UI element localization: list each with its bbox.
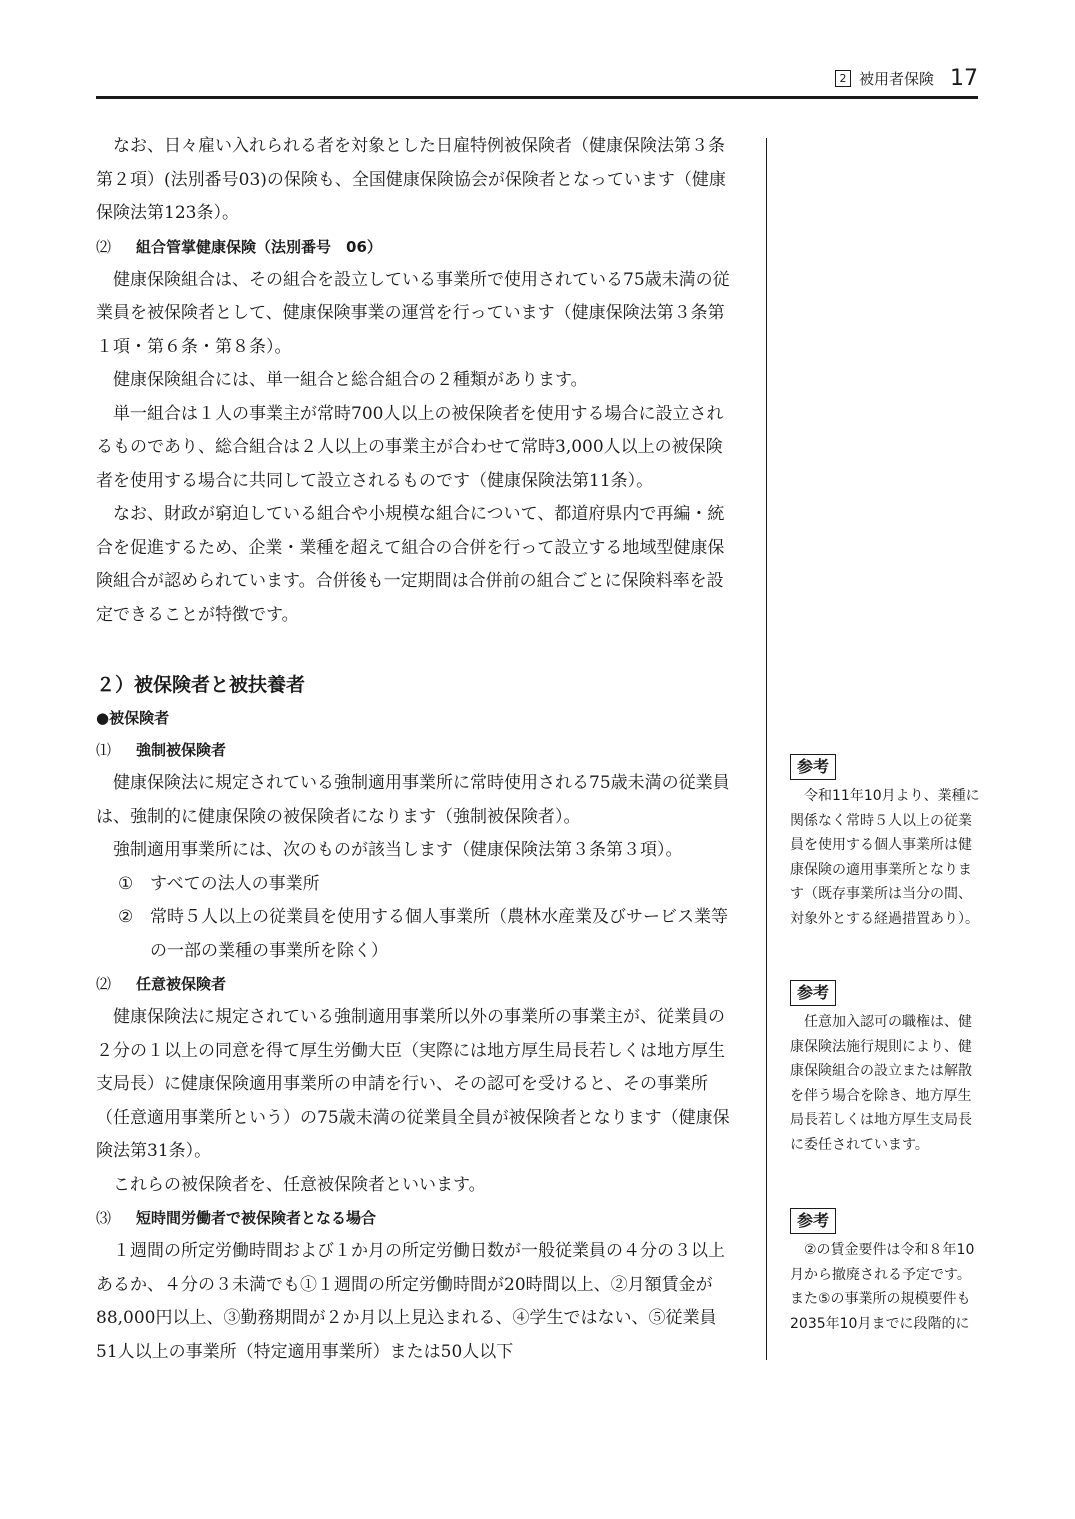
subheading-title: 強制被保険者 (136, 741, 227, 759)
note-tag: 参考 (790, 1208, 836, 1234)
paragraph: なお、日々雇い入れられる者を対象とした日雇特例被保険者（健康保険法第３条第２項）(法別番号03)の保険も、全国健康保険協会が保険者となっています（健康保険法第123条）。 (96, 136, 726, 223)
bullet-heading: ●被保険者 (96, 709, 170, 727)
note-text: 令和11年10月より、業種に関係なく常時５人以上の従業員を使用する個人事業所は健康保険の適用事業所となります（既存事業所は当分の間、対象外とする経過措置あり）。 (790, 788, 980, 927)
subheading-title: 任意被保険者 (136, 975, 227, 993)
section-title: 被用者保険 (858, 69, 934, 88)
subheading-kumiai (96, 231, 736, 264)
page-header (96, 60, 978, 99)
sidebar-note (790, 1208, 980, 1336)
subheading-number: ⑶ (96, 1209, 112, 1227)
paragraph: 強制適用事業所には、次のものが該当します（健康保険法第３条第３項）。 (113, 840, 683, 860)
list-item (96, 868, 736, 902)
paragraph: 健康保険法に規定されている強制適用事業所に常時使用される75歳未満の従業員は、強制的に健康保険の被保険者になります（強制被保険者）。 (96, 773, 730, 827)
page-number: 17 (950, 65, 978, 91)
paragraph: １週間の所定労働時間および１か月の所定労働日数が一般従業員の４分の３以上あるか、４分の３未満でも①１週間の所定労働時間が20時間以上、②月額賃金が88,000円以上、③勤務期間が２か月以上見込まれる、④学生ではない、⑤従業員51人以上の事業所（特定適用事業所）または50人以下 (96, 1241, 725, 1362)
list-text: すべての法人の事業所 (150, 873, 320, 894)
section-heading: ２）被保険者と被扶養者 (96, 674, 306, 696)
column-divider (766, 138, 767, 1360)
paragraph: なお、財政が窮迫している組合や小規模な組合について、都道府県内で再編・統合を促進するため、企業・業種を超えて組合の合併を行って設立する地域型健康保険組合が認められています。合併後も一定期間は合併前の組合ごとに保険料率を設定できることが特徴です。 (96, 504, 725, 625)
list-item (96, 901, 736, 968)
subheading-tanjikan (96, 1202, 736, 1235)
subheading-number: ⑵ (96, 975, 112, 993)
note-tag: 参考 (790, 980, 836, 1006)
note-text: 任意加入認可の職権は、健康保険法施行規則により、健康保険組合の設立または解散を伴う場合を除き、地方厚生局長若しくは地方厚生支局長に委任されています。 (790, 1014, 972, 1153)
note-tag: 参考 (790, 754, 836, 780)
paragraph: 健康保険組合は、その組合を設立している事業所で使用されている75歳未満の従業員を被保険者として、健康保険事業の運営を行っています（健康保険法第３条第１項・第６条・第８条）。 (96, 269, 730, 357)
paragraph: 単一組合は１人の事業主が常時700人以上の被保険者を使用する場合に設立されるものであり、総合組合は２人以上の事業主が合わせて常時3,000人以上の被保険者を使用する場合に共同して設立されるものです（健康保険法第11条）。 (96, 403, 724, 491)
list-text: 常時５人以上の従業員を使用する個人事業所（農林水産業及びサービス業等の一部の業種の事業所を除く） (150, 907, 728, 961)
list-marker: ① (118, 873, 134, 894)
paragraph: 健康保険法に規定されている強制適用事業所以外の事業所の事業主が、従業員の２分の１以上の同意を得て厚生労働大臣（実際には地方厚生局長若しくは地方厚生支局長）に健康保険適用事業所の申請を行い、その認可を受けると、その事業所（任意適用事業所という）の75歳未満の従業員全員が被保険者となります（健康保険法第31条）。 (96, 1007, 730, 1161)
subheading-number: ⑵ (96, 237, 112, 256)
paragraph: これらの被保険者を、任意被保険者といいます。 (113, 1174, 486, 1195)
subheading-nini (96, 968, 736, 1001)
note-text: ②の賃金要件は令和８年10月から撤廃される予定です。また⑤の事業所の規模要件も2035年10月までに段階的に (790, 1242, 975, 1332)
list-marker: ② (118, 907, 134, 927)
sidebar-note (790, 754, 980, 931)
section-number-badge: 2 (835, 70, 851, 87)
subheading-number: ⑴ (96, 741, 112, 759)
paragraph: 健康保険組合には、単一組合と総合組合の２種類があります。 (113, 370, 588, 390)
main-column (96, 130, 736, 1369)
sidebar-note (790, 980, 980, 1157)
subheading-kyosei (96, 734, 736, 767)
subheading-title: 短時間労働者で被保険者となる場合 (136, 1209, 377, 1227)
subheading-title: 組合管掌健康保険（法別番号 06） (136, 237, 382, 256)
